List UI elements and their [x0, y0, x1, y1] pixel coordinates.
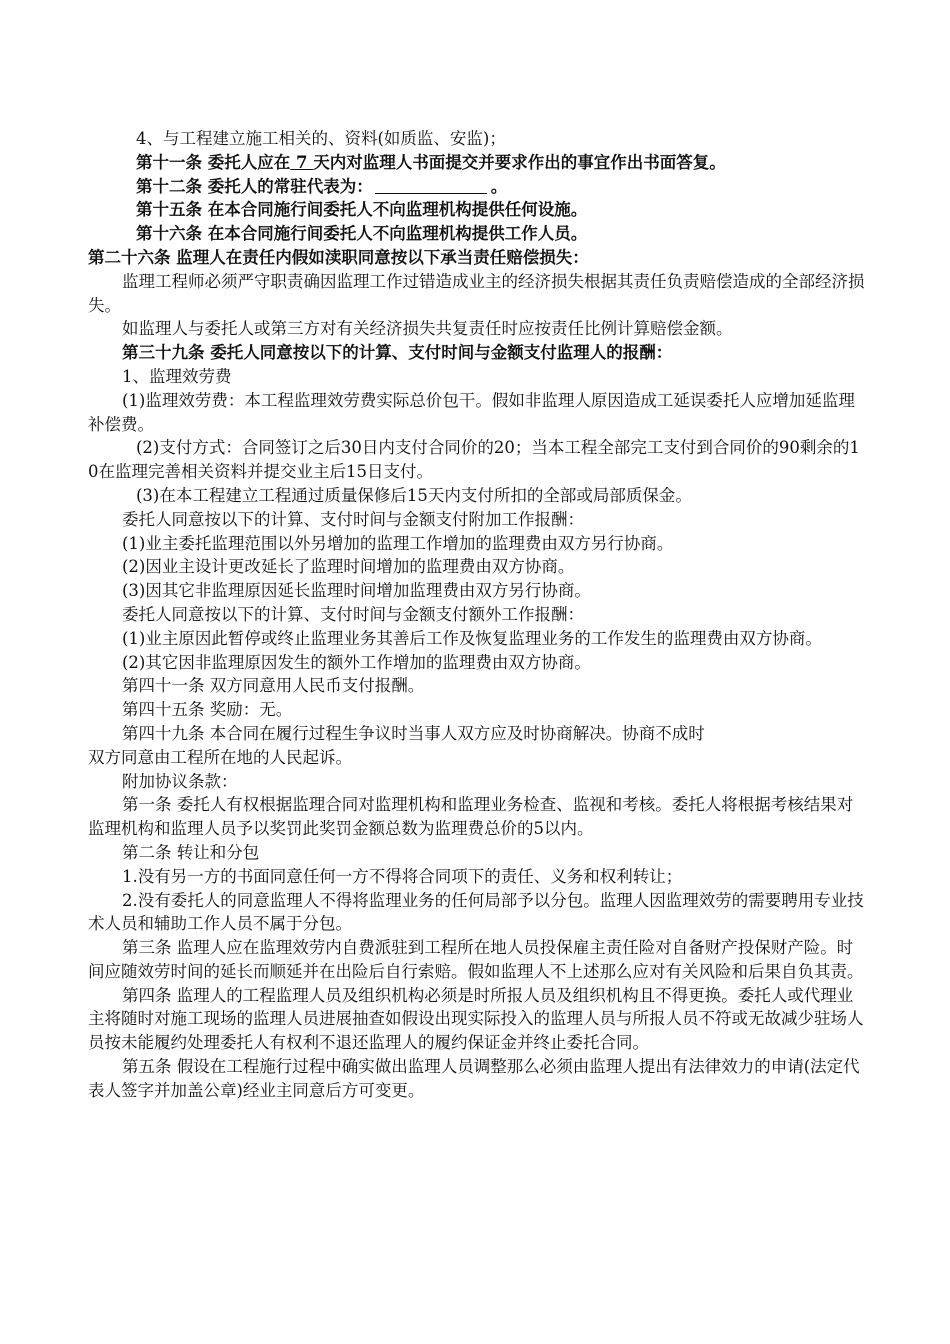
- paragraph: [88, 555, 868, 579]
- paragraph: [88, 889, 868, 937]
- supplementary-heading: [88, 770, 868, 794]
- paragraph: [88, 127, 868, 151]
- text-line: 第十二条 委托人的常驻代表为：: [136, 176, 373, 196]
- supplementary-article-1: [88, 793, 868, 841]
- text-line: 附加协议条款：: [122, 771, 238, 791]
- text-line: 1.没有另一方的书面同意任何一方不得将合同项下的责任、义务和权利转让；: [122, 866, 683, 886]
- text-line: 1、监理效劳费: [122, 366, 232, 386]
- text-line: (1)业主原因此暂停或终止监理业务其善后工作及恢复监理业务的工作发生的监理费由双方协商。: [122, 628, 822, 648]
- text-line: (3)在本工程建立工程通过质量保修后15天内支付所扣的全部或局部质保金。: [136, 485, 692, 505]
- text-line: (2)支付方式：合同签订之后30日内支付合同价的20；当本工程全部完工支付到合同价的90剩余的10在监理完善相关资料并提交业主后15日支付。: [88, 438, 860, 482]
- text-line: 天内对监理人书面提交并要求作出的事宜作出书面答复。: [313, 152, 726, 172]
- clause-41: [88, 674, 868, 698]
- text-line: (1)业主委托监理范围以外另增加的监理工作增加的监理费由双方另行协商。: [122, 533, 674, 553]
- text-line: 双方同意由工程所在地的人民起诉。: [88, 747, 352, 767]
- filled-days-value: 7: [290, 152, 314, 172]
- text-line: 第四十一条 双方同意用人民币支付报酬。: [122, 676, 425, 696]
- paragraph: [88, 627, 868, 651]
- paragraph: [88, 603, 868, 627]
- text-line: (2)因业主设计更改延长了监理时间增加的监理费由双方协商。: [122, 557, 575, 577]
- text-line: 委托人同意按以下的计算、支付时间与金额支付附加工作报酬：: [122, 509, 584, 529]
- clause-12: [88, 175, 868, 199]
- paragraph: [88, 436, 868, 484]
- blank-underline: [375, 177, 487, 194]
- supplementary-article-5: [88, 1055, 868, 1103]
- clause-15: [88, 198, 868, 222]
- clause-11: [88, 151, 868, 175]
- clause-49-continued: [88, 746, 868, 770]
- text-line: 第三条 监理人应在监理效劳内自费派驻到工程所在地人员投保雇主责任险对自备财产投保财产险。时间应随效劳时间的延长而顺延并在出险后自行索赔。假如监理人不上述那么应对有关风险和后果自负其责。: [88, 938, 864, 981]
- text-line: 如监理人与委托人或第三方对有关经济损失共复责任时应按责任比例计算赔偿金额。: [122, 319, 733, 339]
- text-line: 第四条 监理人的工程监理人员及组织机构必须是时所报人员及组织机构且不得更换。委托人或代理业主将随时对施工现场的监理人员进展抽查如假设出现实际投入的监理人员与所报人员不符或无故减少驻场人员按未能履约处理委托人有权利不退还监理人的履约保证金并终止委托合同。: [88, 985, 864, 1053]
- text-line: 第二条 转让和分包: [122, 842, 260, 862]
- text-line: 。: [490, 176, 508, 196]
- paragraph: [88, 865, 868, 889]
- text-line: 第二十六条 监理人在责任内假如渎职同意按以下承当责任赔偿损失：: [88, 247, 589, 267]
- paragraph: [88, 317, 868, 341]
- paragraph: [88, 270, 868, 318]
- text-line: 第四十九条 本合同在履行过程生争议时当事人双方应及时协商解决。协商不成时: [122, 723, 705, 743]
- paragraph: [88, 579, 868, 603]
- paragraph: [88, 484, 868, 508]
- clause-49: [88, 722, 868, 746]
- supplementary-article-3: [88, 936, 868, 984]
- text-line: 监理工程师必须严守职责确因监理工作过错造成业主的经济损失根据其责任负责赔偿造成的全部经济损失。: [88, 271, 865, 315]
- clause-26: [88, 246, 868, 270]
- text-line: 2.没有委托人的同意监理人不得将监理业务的任何局部予以分包。监理人因监理效劳的需要聘用专业技术人员和辅助工作人员不属于分包。: [88, 890, 864, 934]
- text-line: 委托人同意按以下的计算、支付时间与金额支付额外工作报酬：: [122, 604, 584, 624]
- text-line: 第十六条 在本合同施行间委托人不向监理机构提供工作人员。: [136, 224, 588, 244]
- text-line: 第三十九条 委托人同意按以下的计算、支付时间与金额支付监理人的报酬：: [122, 343, 673, 363]
- text-line: (1)监理效劳费：本工程监理效劳费实际总价包干。假如非监理人原因造成工延误委托人应增加延监理补偿费。: [88, 390, 855, 434]
- text-line: 第五条 假设在工程施行过程中确实做出监理人员调整那么必须由监理人提出有法律效力的申请(法定代表人签字并加盖公章)经业主同意后方可变更。: [88, 1057, 860, 1100]
- paragraph: [88, 389, 868, 437]
- paragraph: [88, 508, 868, 532]
- paragraph: [88, 651, 868, 675]
- paragraph: [88, 365, 868, 389]
- text-line: 第十一条 委托人应在: [136, 152, 291, 172]
- clause-39: [88, 341, 868, 365]
- text-line: (2)其它因非监理原因发生的额外工作增加的监理费由双方协商。: [122, 652, 591, 672]
- text-line: 第一条 委托人有权根据监理合同对监理机构和监理业务检查、监视和考核。委托人将根据考核结果对监理机构和监理人员予以奖罚此奖罚金额总数为监理费总价的5以内。: [88, 795, 854, 839]
- supplementary-article-2: [88, 841, 868, 865]
- clause-16: [88, 222, 868, 246]
- text-line: 4、与工程建立施工相关的、资料(如质监、安监)；: [136, 129, 506, 148]
- clause-45: [88, 698, 868, 722]
- document-body: [88, 127, 868, 1103]
- text-line: 第十五条 在本合同施行间委托人不向监理机构提供任何设施。: [136, 200, 588, 220]
- supplementary-article-4: [88, 984, 868, 1055]
- text-line: 第四十五条 奖励：无。: [122, 700, 293, 720]
- text-line: (3)因其它非监理原因延长监理时间增加监理费由双方另行协商。: [122, 581, 591, 601]
- paragraph: [88, 532, 868, 556]
